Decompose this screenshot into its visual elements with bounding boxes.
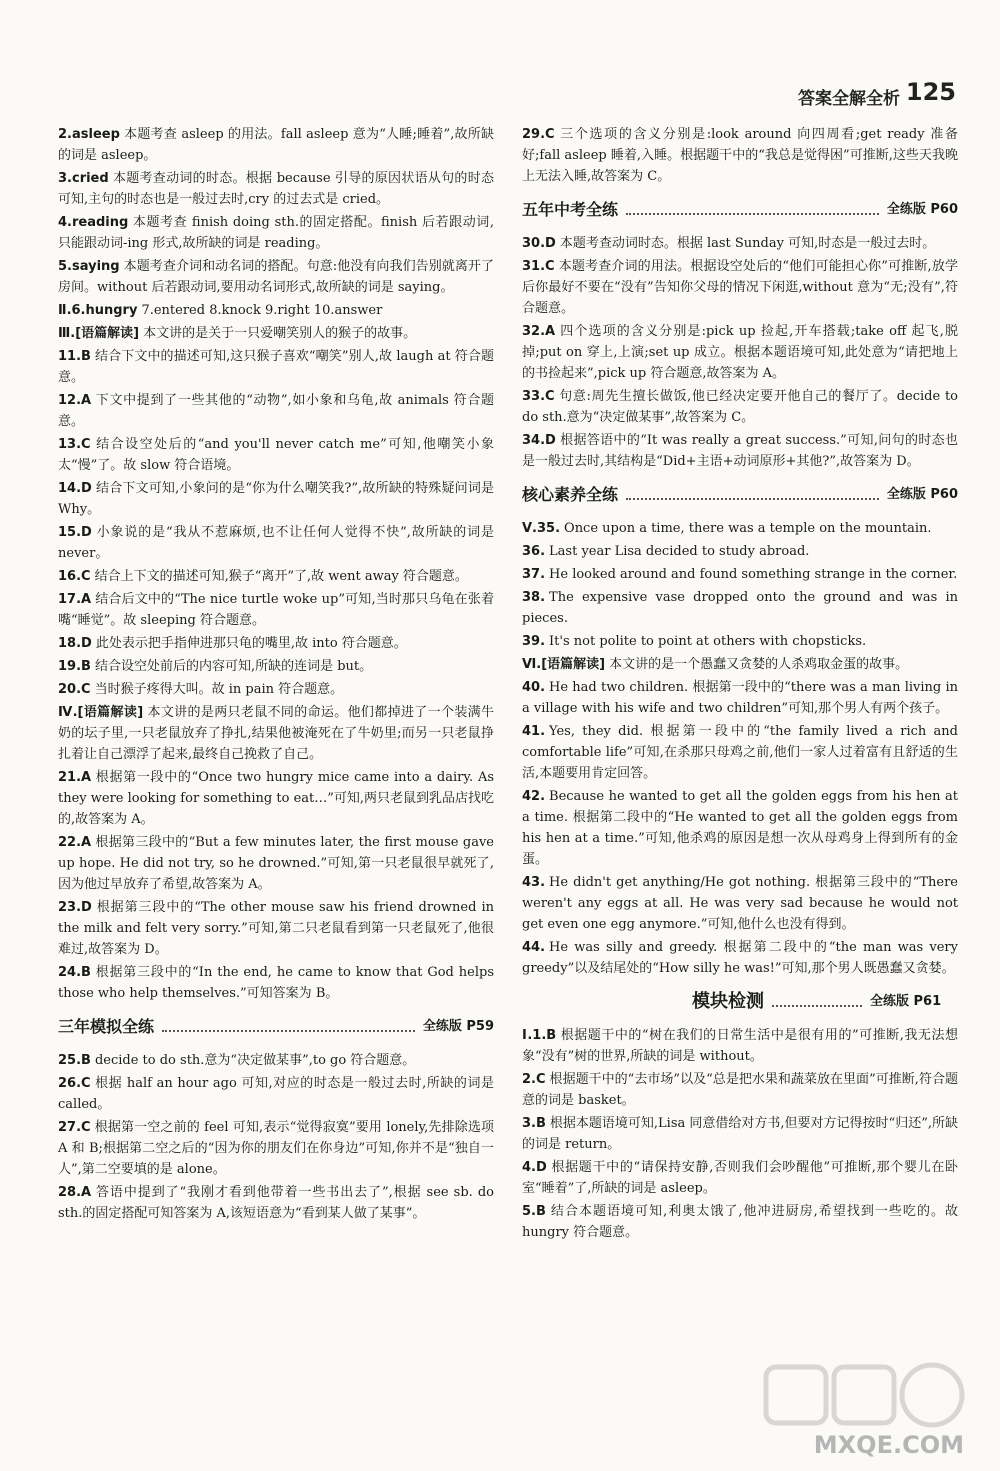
answer-number: 32.A	[522, 324, 556, 339]
answer-explanation: 小象说的是“我从不惹麻烦,也不让任何人觉得不快”,故所缺的词是 never。	[58, 525, 494, 561]
answer-explanation: 根据第三段中的“In the end, he came to know that God helps those who help themselves.”可知答案为 B。	[58, 965, 494, 1001]
answer-number: 17.A	[58, 592, 92, 607]
dotted-leader	[772, 995, 862, 1007]
answer-number: 43.	[522, 875, 546, 890]
answer-number: 33.C	[522, 389, 555, 404]
answer-item	[58, 478, 494, 520]
answer-explanation: 根据第一段中的“Once two hungry mice came into a dairy. As they were looking for something to eat…”可知,两只老鼠到乳品店找吃的,故答案为 A。	[58, 770, 495, 827]
answer-number: 31.C	[522, 259, 555, 274]
answer-number: 12.A	[58, 393, 92, 408]
answer-explanation: 句意:周先生擅长做饭,他已经决定要开他自己的餐厅了。decide to do sth.意为“决定做某事”,故答案为 C。	[522, 389, 958, 425]
answer-number: 38.	[522, 590, 546, 605]
left-answer-list-2	[58, 1050, 494, 1224]
answer-explanation: Last year Lisa decided to study abroad.	[549, 544, 810, 559]
answer-item	[58, 124, 494, 166]
page-number: 125	[905, 78, 956, 106]
answer-item	[58, 168, 494, 210]
answer-explanation: 根据答语中的“It was really a great success.”可知,问句的时态也是一般过去时,其结构是“Did+主语+动词原形+其他?”,故答案为 D。	[522, 433, 958, 469]
answer-number: 23.D	[58, 900, 92, 915]
answer-explanation: 此处表示把手指伸进那只龟的嘴里,故 into 符合题意。	[95, 636, 407, 651]
answer-explanation: 结合本题语境可知,利奥太饿了,他冲进厨房,希望找到一些吃的。故 hungry 符合题意。	[522, 1204, 958, 1240]
answer-number: 28.A	[58, 1185, 92, 1200]
answer-explanation: He had two children. 根据第一段中的“there was a man living in a village with his wife and two children”可知,那个男人有两个孩子。	[522, 680, 958, 716]
section-header-three-year	[58, 1012, 494, 1040]
header-title: 答案全解全析	[798, 89, 900, 109]
answer-number: Ⅳ.[语篇解读]	[58, 705, 144, 720]
answer-explanation: 根据题干中的“去市场”以及“总是把水果和蔬菜放在里面”可推断,符合题意的词是 basket。	[522, 1072, 958, 1108]
answer-explanation: 下文中提到了一些其他的“动物”,如小象和乌龟,故 animals 符合题意。	[58, 393, 494, 429]
answer-item	[522, 937, 958, 979]
section-page-ref: 全练版 P60	[886, 201, 958, 217]
answer-item	[58, 346, 494, 388]
answer-number: 44.	[522, 940, 546, 955]
answer-item	[58, 323, 494, 344]
section-page-ref: 全练版 P61	[870, 993, 942, 1009]
answer-explanation: 本题考查介词和动名词的搭配。句意:他没有向我们告别就离开了房间。without 后若跟动词,要用动名词形式,故所缺的词是 saying。	[58, 259, 494, 295]
answer-explanation: 四个选项的含义分别是:pick up 捡起,开车搭载;take off 起飞,脱掉;put on 穿上,上演;set up 成立。根据本题语境可知,此处意为“请把地上的书捡起来”,pick up 符合题意,故答案为 A。	[522, 324, 958, 381]
answer-item	[58, 656, 494, 677]
answer-item	[522, 256, 958, 319]
answer-explanation: He didn't get anything/He got nothing. 根据第三段中的“There weren't any eggs at all. He was very sad because he would not get even one egg anymore.”可知,他什么也没有得到。	[522, 875, 958, 932]
answer-number: 20.C	[58, 682, 91, 697]
answer-item	[58, 962, 494, 1004]
answer-number: 24.B	[58, 965, 91, 980]
answer-item	[58, 1073, 494, 1115]
right-answer-list	[522, 124, 958, 187]
section-header-five-year	[522, 195, 958, 223]
section-page-ref: 全练版 P59	[422, 1018, 494, 1034]
answer-number: 5.saying	[58, 259, 120, 274]
answer-item	[522, 233, 958, 254]
answer-number: 21.A	[58, 770, 92, 785]
right-column	[522, 124, 958, 1245]
answer-number: 42.	[522, 789, 546, 804]
answer-item	[58, 434, 494, 476]
answer-explanation: Yes, they did. 根据第一段中的“the family lived a rich and comfortable life”可知,在杀那只母鸡之前,他们一家人过着富有且舒适的生活,本题要用肯定回答。	[522, 724, 958, 781]
answer-number: 4.reading	[58, 215, 129, 230]
answer-item	[58, 566, 494, 587]
watermark-url: MXQE.COM	[813, 1431, 964, 1459]
answer-number: 4.D	[522, 1160, 547, 1175]
answer-number: 11.B	[58, 349, 91, 364]
answer-item	[58, 1050, 494, 1071]
answer-item	[58, 1182, 494, 1224]
answer-item	[58, 256, 494, 298]
answer-explanation: 根据第三段中的“The other mouse saw his friend drowned in the milk and felt very sorry.”可知,第二只老鼠看到第一只老鼠死了,他很难过,故答案为 D。	[58, 900, 494, 957]
answer-number: 16.C	[58, 569, 91, 584]
section-title: 模块检测	[692, 990, 764, 1012]
answer-explanation: 本文讲的是关于一只爱嘲笑别人的猴子的故事。	[143, 326, 417, 341]
answer-item	[522, 386, 958, 428]
answer-item	[522, 1157, 958, 1199]
answer-item	[58, 832, 494, 895]
answer-explanation: He looked around and found something strange in the corner.	[549, 567, 958, 582]
answer-number: 25.B	[58, 1053, 91, 1068]
answer-explanation: 结合下文中的描述可知,这只猴子喜欢“嘲笑”别人,故 laugh at 符合题意。	[58, 349, 494, 385]
answer-explanation: 结合设空处前后的内容可知,所缺的连词是 but。	[94, 659, 373, 674]
answer-item	[58, 390, 494, 432]
answer-item	[522, 1113, 958, 1155]
right-answer-list-3	[522, 518, 958, 979]
answer-explanation: 根据本题语境可知,Lisa 同意借给对方书,但要对方记得按时“归还”,所缺的词是 return。	[522, 1116, 958, 1152]
answer-number: 13.C	[58, 437, 91, 452]
dotted-leader	[626, 488, 879, 500]
answer-explanation: 当时猴子疼得大叫。故 in pain 符合题意。	[94, 682, 344, 697]
answer-number: 34.D	[522, 433, 556, 448]
answer-item	[58, 679, 494, 700]
left-answer-list	[58, 124, 494, 1004]
answer-number: Ⅵ.[语篇解读]	[522, 657, 606, 672]
answer-number: Ⅰ.1.B	[522, 1028, 557, 1043]
answer-explanation: It's not polite to point at others with chopsticks.	[549, 634, 867, 649]
answer-number: 26.C	[58, 1076, 91, 1091]
answer-item	[522, 430, 958, 472]
answer-number: 2.C	[522, 1072, 546, 1087]
section-title: 五年中考全练	[522, 199, 619, 219]
answer-item	[522, 518, 958, 539]
answer-explanation: 本题考查动词的时态。根据 because 引导的原因状语从句的时态可知,主句的时态也是一般过去时,cry 的过去式是 cried。	[58, 171, 494, 207]
answer-item	[522, 124, 958, 187]
answer-item	[58, 589, 494, 631]
answer-number: 41.	[522, 724, 546, 739]
answer-number: 5.B	[522, 1204, 546, 1219]
answer-explanation: 根据 half an hour ago 可知,对应的时态是一般过去时,所缺的词是 called。	[58, 1076, 494, 1112]
answer-explanation: Because he wanted to get all the golden eggs from his hen at a time. 根据第二段中的“He wanted to get all the golden eggs from his hen at a time.”可知,他杀鸡的原因是想一次从母鸡身上得到所有的金蛋。	[522, 789, 958, 867]
answer-number: 36.	[522, 544, 546, 559]
answer-item	[522, 786, 958, 870]
answer-item	[522, 721, 958, 784]
answer-explanation: 本题考查 finish doing sth.的固定搭配。finish 后若跟动词,只能跟动词-ing 形式,故所缺的词是 reading。	[58, 215, 494, 251]
answer-explanation: The expensive vase dropped onto the ground and was in pieces.	[522, 590, 958, 626]
section-title: 核心素养全练	[522, 484, 619, 504]
answer-explanation: 根据第三段中的“But a few minutes later, the first mouse gave up hope. He did not try, so he drowned.”可知,第一只老鼠很早就死了,因为他过早放弃了希望,故答案为 A。	[58, 835, 494, 892]
answer-explanation: 7.entered 8.knock 9.right 10.answer	[141, 303, 383, 318]
answer-number: 18.D	[58, 636, 92, 651]
answer-item	[522, 1025, 958, 1067]
answer-explanation: He was silly and greedy. 根据第二段中的“the man was very greedy”以及结尾处的“How silly he was!”可知,那个男人既愚蠢又贪婪。	[522, 940, 958, 976]
answer-number: 27.C	[58, 1120, 91, 1135]
answer-explanation: 本文讲的是两只老鼠不同的命运。他们都掉进了一个装满牛奶的坛子里,一只老鼠放弃了挣扎,结果他被淹死在了牛奶里;而另一只老鼠挣扎着让自己漂浮了起来,最终自己挽救了自己。	[58, 705, 494, 762]
section-title: 三年模拟全练	[58, 1016, 155, 1036]
answer-item	[58, 300, 494, 321]
answer-item	[58, 522, 494, 564]
answer-item	[522, 654, 958, 675]
answer-item	[58, 212, 494, 254]
answer-explanation: 结合设空处后的“and you'll never catch me”可知,他嘲笑小象太“慢”了。故 slow 符合语境。	[58, 437, 494, 473]
answer-explanation: 三个选项的含义分别是:look around 向四周看;get ready 准备好;fall asleep 睡着,入睡。根据题干中的“我总是觉得困”可推断,这些天我晚上无法入睡,故答案为 C。	[522, 127, 958, 184]
right-answer-list-4	[522, 1025, 958, 1243]
answer-item	[58, 767, 494, 830]
answer-number: 14.D	[58, 481, 92, 496]
answer-explanation: 结合上下文的描述可知,猴子“离开”了,故 went away 符合题意。	[94, 569, 468, 584]
answer-number: 15.D	[58, 525, 92, 540]
answer-explanation: 本题考查动词时态。根据 last Sunday 可知,时态是一般过去时。	[559, 236, 936, 251]
answer-item	[522, 541, 958, 562]
answer-explanation: 根据题干中的“树在我们的日常生活中是很有用的”可推断,我无法想象“没有”树的世界,所缺的词是 without。	[522, 1028, 958, 1064]
answer-item	[522, 1069, 958, 1111]
answer-number: Ⅱ.6.hungry	[58, 303, 138, 318]
answer-number: 2.asleep	[58, 127, 120, 142]
answer-number: 37.	[522, 567, 546, 582]
answer-explanation: 本文讲的是一个愚蠢又贪婪的人杀鸡取金蛋的故事。	[609, 657, 909, 672]
answer-explanation: decide to do sth.意为“决定做某事”,to go 符合题意。	[94, 1053, 416, 1068]
answer-item	[58, 702, 494, 765]
answer-item	[522, 1201, 958, 1243]
answer-item	[522, 677, 958, 719]
answer-number: 22.A	[58, 835, 92, 850]
answer-item	[58, 1117, 494, 1180]
answer-explanation: 结合下文可知,小象问的是“你为什么嘲笑我?”,故所缺的特殊疑问词是 Why。	[58, 481, 494, 517]
answer-item	[58, 897, 494, 960]
answer-number: 40.	[522, 680, 546, 695]
answer-number: 29.C	[522, 127, 555, 142]
answer-item	[522, 631, 958, 652]
answer-number: 30.D	[522, 236, 556, 251]
answer-item	[522, 564, 958, 585]
left-column	[58, 124, 494, 1226]
answer-number: Ⅴ.35.	[522, 521, 561, 536]
answer-explanation: 本题考查 asleep 的用法。fall asleep 意为“人睡;睡着”,故所缺的词是 asleep。	[58, 127, 494, 163]
right-answer-list-2	[522, 233, 958, 472]
answer-number: 3.cried	[58, 171, 109, 186]
answer-explanation: 答语中提到了“我刚才看到他带着一些书出去了”,根据 see sb. do sth.的固定搭配可知答案为 A,该短语意为“看到某人做了某事”。	[58, 1185, 494, 1221]
answer-number: 19.B	[58, 659, 91, 674]
answer-item	[522, 321, 958, 384]
section-header-core-literacy	[522, 480, 958, 508]
answer-number: Ⅲ.[语篇解读]	[58, 326, 140, 341]
dotted-leader	[626, 203, 879, 215]
section-page-ref: 全练版 P60	[886, 486, 958, 502]
section-header-module-test	[522, 987, 958, 1015]
answer-item	[58, 633, 494, 654]
answer-number: 39.	[522, 634, 546, 649]
answer-explanation: 根据第一空之前的 feel 可知,表示“觉得寂寞”要用 lonely,先排除选项 A 和 B;根据第二空之后的“因为你的朋友们在你身边”可知,你并不是“独自一人”,第二空要填的是 alone。	[58, 1120, 494, 1177]
answer-explanation: 本题考查介词的用法。根据设空处后的“他们可能担心你”可推断,放学后你最好不要在“没有”告知你父母的情况下闲逛,without 意为“无;没有”,符合题意。	[522, 259, 958, 316]
answer-explanation: Once upon a time, there was a temple on the mountain.	[564, 521, 932, 536]
answer-item	[522, 587, 958, 629]
answer-item	[522, 872, 958, 935]
dotted-leader	[162, 1020, 415, 1032]
answer-explanation: 根据题干中的“请保持安静,否则我们会吵醒他”可推断,那个婴儿在卧室“睡着”了,所缺的词是 asleep。	[522, 1160, 958, 1196]
answer-explanation: 结合后文中的“The nice turtle woke up”可知,当时那只乌龟在张着嘴“睡觉”。故 sleeping 符合题意。	[58, 592, 494, 628]
answer-number: 3.B	[522, 1116, 546, 1131]
